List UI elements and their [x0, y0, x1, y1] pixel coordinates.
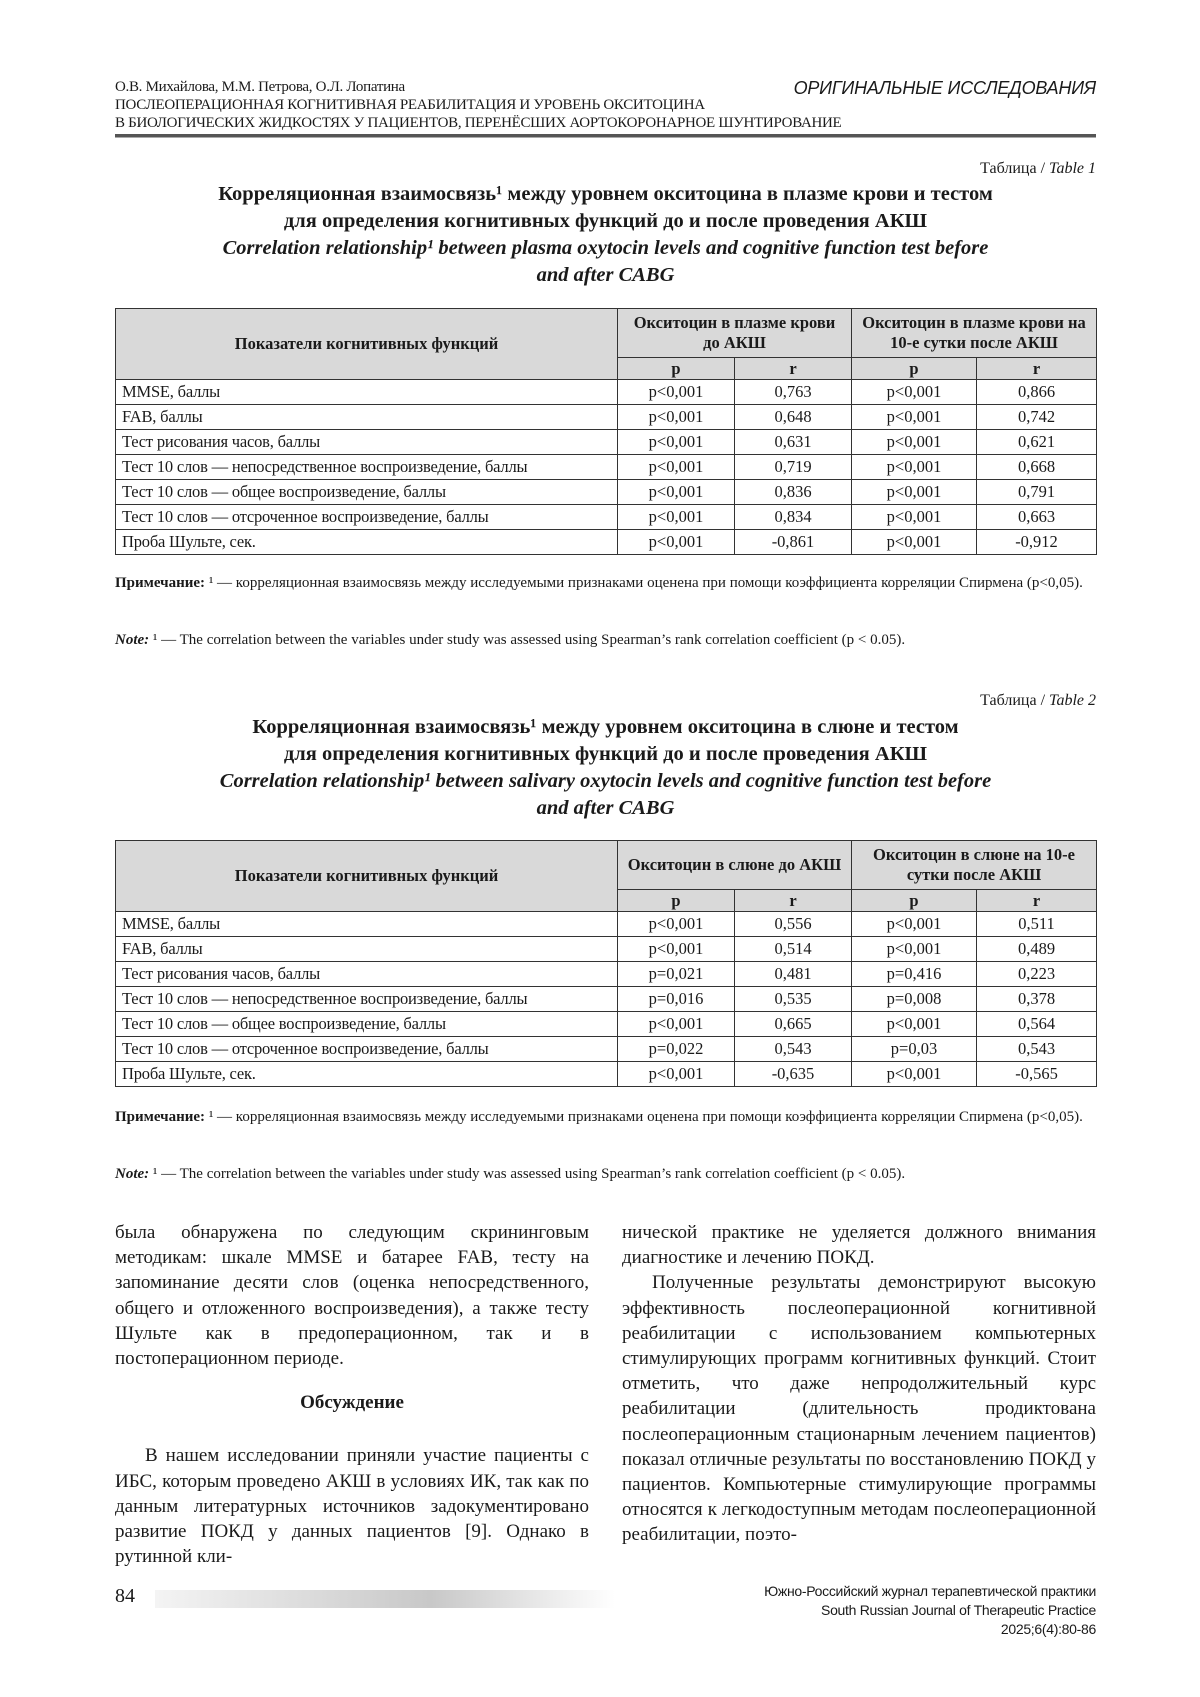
cell-value: p<0,001	[618, 1062, 735, 1087]
paragraph: была обнаружена по следующим скрининговым методикам: шкале MMSE и батарее FAB, тесту на запоминание десяти слов (оценка непосредственного, общего и отложенного воспроизведения), а также тесту Шульте как в предоперационном, так и в постоперационном периоде.	[115, 1222, 589, 1370]
cell-value: p<0,001	[618, 937, 735, 962]
table2-note-ru	[115, 1106, 1096, 1128]
cell-value: p=0,016	[618, 987, 735, 1012]
cell-value: p<0,001	[852, 455, 977, 480]
row-label: Тест 10 слов — непосредственное воспроизведение, баллы	[116, 987, 618, 1012]
group-header: Окситоцин в плазме крови до АКШ	[618, 309, 852, 358]
note-label: Note:	[115, 1166, 150, 1182]
cell-value: p=0,416	[852, 962, 977, 987]
cell-value: p<0,001	[618, 505, 735, 530]
group-header: Окситоцин в плазме крови на 10-е сутки после АКШ	[852, 309, 1097, 358]
table2-label-ru: Таблица /	[980, 692, 1050, 709]
table2-title-en-2: and after CABG	[536, 797, 675, 819]
row-label: FAB, баллы	[116, 937, 618, 962]
note-text: ¹ — The correlation between the variables under study was assessed using Spearman’s rank correlation coefficient (p < 0.05).	[152, 1166, 906, 1182]
cell-value: p=0,022	[618, 1037, 735, 1062]
row-label: Тест рисования часов, баллы	[116, 962, 618, 987]
header-divider	[115, 134, 1096, 138]
cell-value: p<0,001	[618, 380, 735, 405]
note-text: ¹ — корреляционная взаимосвязь между исследуемыми признаками оценена при помощи коэффициента корреляции Спирмена (p<0,05).	[208, 1109, 1083, 1125]
journal-name-ru: Южно-Российский журнал терапевтической практики	[764, 1583, 1096, 1599]
cell-value: p<0,001	[618, 405, 735, 430]
cell-value: p=0,008	[852, 987, 977, 1012]
body-column-right	[622, 1220, 1096, 1548]
header-authors: О.В. Михайлова, М.М. Петрова, О.Л. Лопатина	[115, 79, 405, 95]
cell-value: 0,223	[977, 962, 1097, 987]
row-label: Проба Шульте, сек.	[116, 1062, 618, 1087]
table1-title-ru-1: Корреляционная взаимосвязь¹ между уровнем окситоцина в плазме крови и тестом	[218, 183, 993, 205]
cell-value: 0,668	[977, 455, 1097, 480]
cell-value: p<0,001	[852, 480, 977, 505]
cell-value: 0,511	[977, 912, 1097, 937]
page-number: 84	[115, 1585, 135, 1607]
section-heading: Обсуждение	[300, 1392, 404, 1414]
subheader-r: r	[735, 890, 852, 912]
table-row	[116, 455, 1097, 480]
cell-value: p<0,001	[852, 912, 977, 937]
table2-note-en	[115, 1163, 1096, 1185]
subheader-r: r	[977, 890, 1097, 912]
cell-value: 0,719	[735, 455, 852, 480]
table-row	[116, 937, 1097, 962]
table-row	[116, 505, 1097, 530]
table-row	[116, 480, 1097, 505]
note-text: ¹ — The correlation between the variables under study was assessed using Spearman’s rank correlation coefficient (p < 0.05).	[152, 632, 906, 648]
table1-label-en: Table 1	[1049, 160, 1096, 177]
cell-value: p<0,001	[618, 1012, 735, 1037]
cell-value: 0,556	[735, 912, 852, 937]
note-label: Note:	[115, 632, 150, 648]
row-label: FAB, баллы	[116, 405, 618, 430]
cell-value: 0,378	[977, 987, 1097, 1012]
cell-value: p<0,001	[852, 937, 977, 962]
table2-title-ru-1: Корреляционная взаимосвязь¹ между уровнем окситоцина в слюне и тестом	[252, 716, 959, 738]
cell-value: p<0,001	[618, 455, 735, 480]
cell-value: 0,514	[735, 937, 852, 962]
table-row	[116, 1062, 1097, 1087]
cell-value: -0,912	[977, 530, 1097, 555]
note-label: Примечание:	[115, 575, 206, 591]
cell-value: 0,621	[977, 430, 1097, 455]
cell-value: -0,635	[735, 1062, 852, 1087]
cell-value: 0,543	[977, 1037, 1097, 1062]
table1-title-en-2: and after CABG	[536, 264, 675, 286]
group-header: Окситоцин в слюне до АКШ	[618, 841, 852, 890]
table-row	[116, 912, 1097, 937]
cell-value: 0,543	[735, 1037, 852, 1062]
row-label: Тест 10 слов — отсроченное воспроизведение, баллы	[116, 505, 618, 530]
cell-value: p<0,001	[852, 1012, 977, 1037]
table-row	[116, 962, 1097, 987]
table1-note-ru	[115, 572, 1096, 594]
table2-title-en-1: Correlation relationship¹ between salivary oxytocin levels and cognitive function test before	[219, 770, 992, 792]
table-row	[116, 380, 1097, 405]
subheader-p: p	[852, 358, 977, 380]
cell-value: p=0,03	[852, 1037, 977, 1062]
table-row	[116, 1037, 1097, 1062]
column-header: Показатели когнитивных функций	[116, 309, 618, 380]
body-column-left	[115, 1220, 589, 1569]
subheader-r: r	[735, 358, 852, 380]
table2-title	[115, 714, 1096, 822]
table1-label	[980, 160, 1096, 178]
journal-info	[764, 1582, 1096, 1639]
paragraph: нической практике не уделяется должного внимания диагностике и лечению ПОКД.	[622, 1222, 1096, 1269]
cell-value: p<0,001	[618, 530, 735, 555]
running-header	[115, 78, 841, 132]
cell-value: p<0,001	[852, 1062, 977, 1087]
table2	[115, 840, 1097, 1087]
table1-title	[115, 181, 1096, 289]
section-label: ОРИГИНАЛЬНЫЕ ИССЛЕДОВАНИЯ	[793, 78, 1096, 98]
table1-label-ru: Таблица /	[980, 160, 1050, 177]
table1-note-en	[115, 629, 1096, 651]
row-label: Тест 10 слов — непосредственное воспроизведение, баллы	[116, 455, 618, 480]
table1	[115, 308, 1097, 555]
paragraph: В нашем исследовании приняли участие пациенты с ИБС, которым проведено АКШ в условиях ИК, так как по данным литературных источников задокументировано развитие ПОКД у данных пациентов [9]. Однако в рутинной кли-	[115, 1445, 589, 1568]
cell-value: 0,564	[977, 1012, 1097, 1037]
cell-value: p<0,001	[852, 430, 977, 455]
cell-value: p<0,001	[618, 480, 735, 505]
header-title-line1: ПОСЛЕОПЕРАЦИОННАЯ КОГНИТИВНАЯ РЕАБИЛИТАЦИЯ И УРОВЕНЬ ОКСИТОЦИНА	[115, 97, 705, 113]
header-title-line2: В БИОЛОГИЧЕСКИХ ЖИДКОСТЯХ У ПАЦИЕНТОВ, ПЕРЕНЁСШИХ АОРТОКОРОНАРНОЕ ШУНТИРОВАНИЕ	[115, 115, 842, 131]
row-label: Тест 10 слов — общее воспроизведение, баллы	[116, 480, 618, 505]
column-header: Показатели когнитивных функций	[116, 841, 618, 912]
cell-value: 0,791	[977, 480, 1097, 505]
subheader-p: p	[618, 358, 735, 380]
group-header: Окситоцин в слюне на 10-е сутки после АКШ	[852, 841, 1097, 890]
table-row	[116, 987, 1097, 1012]
cell-value: p<0,001	[852, 380, 977, 405]
paragraph: Полученные результаты демонстрируют высокую эффективность послеоперационной когнитивной реабилитации с использованием компьютерных стимулирующих программ когнитивных функций. Стоит отметить, что даже непродолжительный курс реабилитации (длительность продиктована послеоперационным стационарным лечением пациентов) показал отличные результаты по восстановлению ПОКД у пациентов. Компьютерные стимулирующие программы относятся к легкодоступным методам послеоперационной реабилитации, поэто-	[622, 1272, 1096, 1546]
cell-value: p<0,001	[852, 505, 977, 530]
cell-value: 0,631	[735, 430, 852, 455]
note-text: ¹ — корреляционная взаимосвязь между исследуемыми признаками оценена при помощи коэффициента корреляции Спирмена (p<0,05).	[208, 575, 1083, 591]
note-label: Примечание:	[115, 1109, 206, 1125]
table-row	[116, 405, 1097, 430]
cell-value: p<0,001	[852, 530, 977, 555]
row-label: Тест 10 слов — общее воспроизведение, баллы	[116, 1012, 618, 1037]
cell-value: p<0,001	[618, 912, 735, 937]
cell-value: 0,481	[735, 962, 852, 987]
table-row	[116, 530, 1097, 555]
cell-value: 0,763	[735, 380, 852, 405]
row-label: MMSE, баллы	[116, 912, 618, 937]
cell-value: p<0,001	[852, 405, 977, 430]
table-row	[116, 430, 1097, 455]
table2-label	[980, 692, 1096, 710]
row-label: Тест 10 слов — отсроченное воспроизведение, баллы	[116, 1037, 618, 1062]
table1-title-ru-2: для определения когнитивных функций до и после проведения АКШ	[283, 210, 928, 232]
cell-value: 0,665	[735, 1012, 852, 1037]
table1-title-en-1: Correlation relationship¹ between plasma oxytocin levels and cognitive function test before	[222, 237, 989, 259]
cell-value: -0,861	[735, 530, 852, 555]
journal-name-en: South Russian Journal of Therapeutic Practice	[821, 1602, 1096, 1618]
row-label: MMSE, баллы	[116, 380, 618, 405]
journal-citation: 2025;6(4):80-86	[1000, 1621, 1096, 1637]
cell-value: 0,836	[735, 480, 852, 505]
cell-value: -0,565	[977, 1062, 1097, 1087]
subheader-r: r	[977, 358, 1097, 380]
cell-value: 0,866	[977, 380, 1097, 405]
table-row	[116, 1012, 1097, 1037]
cell-value: 0,742	[977, 405, 1097, 430]
row-label: Тест рисования часов, баллы	[116, 430, 618, 455]
table-header-row	[116, 841, 1097, 890]
cell-value: 0,535	[735, 987, 852, 1012]
subheader-p: p	[618, 890, 735, 912]
footer-decoration	[155, 1590, 615, 1608]
cell-value: 0,648	[735, 405, 852, 430]
table2-title-ru-2: для определения когнитивных функций до и после проведения АКШ	[283, 743, 928, 765]
cell-value: 0,834	[735, 505, 852, 530]
row-label: Проба Шульте, сек.	[116, 530, 618, 555]
subheader-p: p	[852, 890, 977, 912]
cell-value: 0,489	[977, 937, 1097, 962]
table-header-row	[116, 309, 1097, 358]
cell-value: p<0,001	[618, 430, 735, 455]
cell-value: 0,663	[977, 505, 1097, 530]
cell-value: p=0,021	[618, 962, 735, 987]
table2-label-en: Table 2	[1049, 692, 1096, 709]
